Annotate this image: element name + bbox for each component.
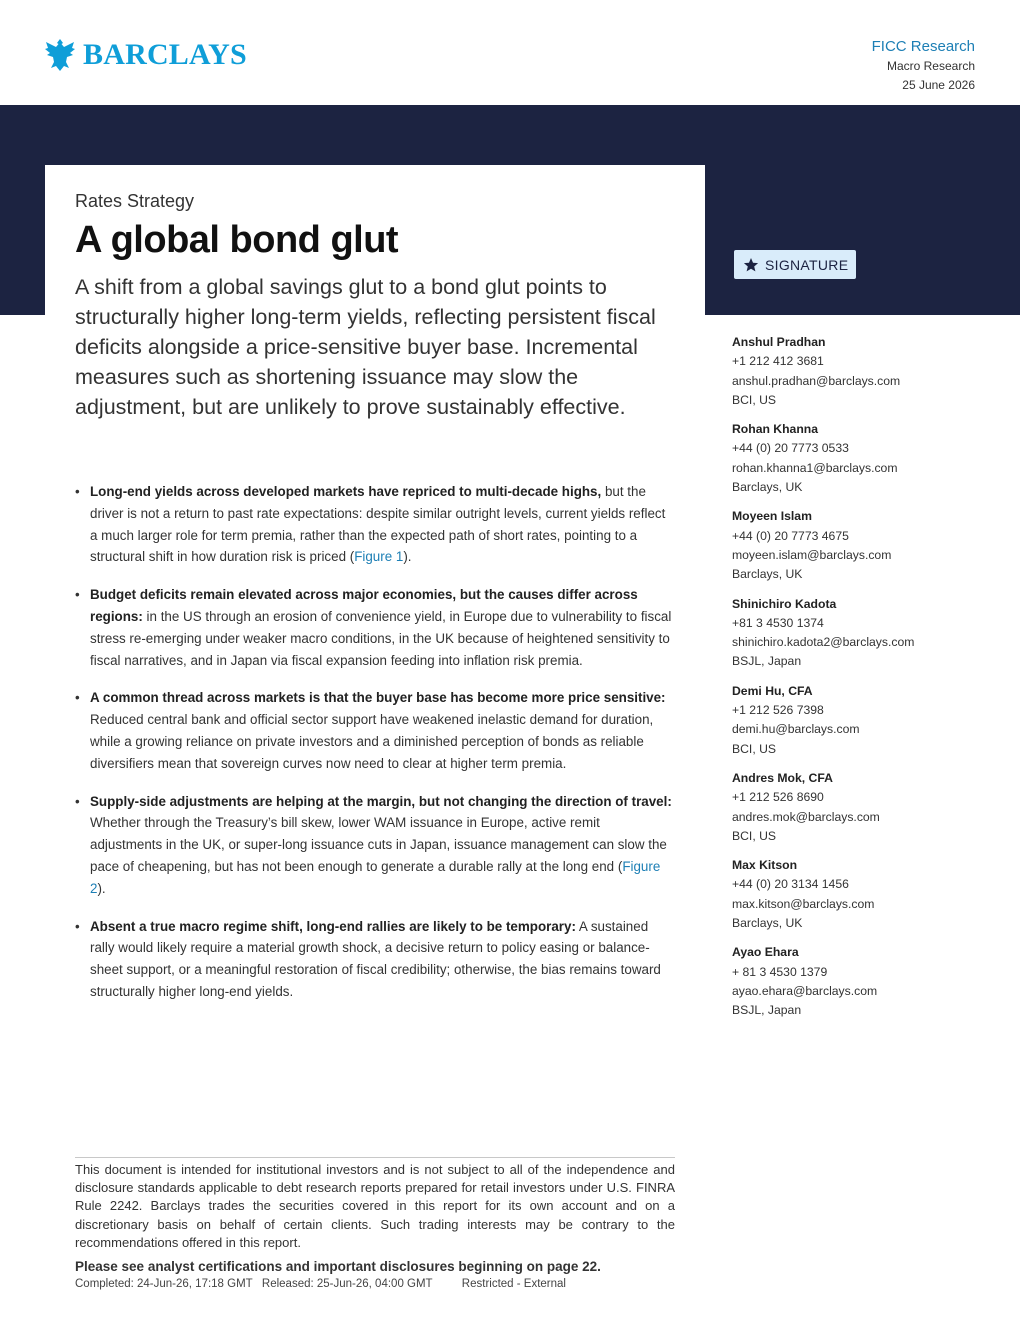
analyst-name: Shinichiro Kadota — [732, 596, 837, 611]
analyst-name: Andres Mok, CFA — [732, 770, 833, 785]
key-point-tail: ). — [97, 880, 106, 896]
signature-badge — [734, 250, 856, 279]
analyst-entity: Barclays, UK — [732, 567, 803, 582]
classification-label: Restricted - External — [461, 1278, 566, 1290]
key-point — [75, 791, 675, 900]
analyst-entity: BCI, US — [732, 828, 777, 843]
key-point-lead: Budget deficits remain elevated across major economies, but the causes differ across regions: — [90, 587, 638, 624]
key-point — [75, 687, 675, 774]
analyst-card — [732, 507, 992, 584]
key-point-lead: Absent a true macro regime shift, long-end rallies are likely to be temporary: — [90, 918, 576, 934]
bullet-dot: • — [75, 484, 80, 499]
analyst-email[interactable]: ayao.ehara@barclays.com — [732, 983, 878, 998]
analyst-card — [732, 682, 992, 759]
key-points — [75, 481, 675, 1019]
disclaimer-divider — [75, 1157, 675, 1158]
key-point — [75, 916, 675, 1003]
analyst-email[interactable]: demi.hu@barclays.com — [732, 722, 860, 737]
analyst-email[interactable]: shinichiro.kadota2@barclays.com — [732, 635, 915, 650]
analyst-card — [732, 595, 992, 672]
analyst-phone: +44 (0) 20 7773 4675 — [732, 528, 849, 543]
analyst-name: Rohan Khanna — [732, 422, 818, 437]
analyst-email[interactable]: andres.mok@barclays.com — [732, 809, 880, 824]
star-icon — [743, 257, 759, 273]
bullet-dot: • — [75, 918, 80, 934]
key-point-text: A sustained rally would likely require a material growth shock, a decisive return to policy easing or balance-sheet support, or a meaningful restoration of fiscal credibility; otherwise, the bias remains toward structurally higher long-end yields. — [90, 918, 661, 999]
eagle-icon — [44, 38, 76, 72]
analyst-name: Moyeen Islam — [732, 509, 812, 524]
analyst-name: Max Kitson — [732, 858, 798, 873]
key-point — [75, 584, 675, 671]
key-point-tail: ). — [403, 549, 412, 565]
analyst-entity: BCI, US — [732, 741, 777, 756]
analyst-phone: +1 212 526 7398 — [732, 703, 824, 718]
key-point-text: Reduced central bank and official sector support have weakened inelastic demand for duration, while a growing reliance on private investors and a diminished perception of bonds as reliable diversifiers mean that sovereign curves now need to clear at higher term premia. — [90, 712, 654, 771]
analyst-phone: +44 (0) 20 3134 1456 — [732, 877, 849, 892]
analyst-card — [732, 420, 992, 497]
analyst-name: Ayao Ehara — [732, 945, 799, 960]
footer-meta — [75, 1276, 572, 1293]
key-point-lead: Supply-side adjustments are helping at the margin, but not changing the direction of travel: — [90, 793, 672, 809]
analyst-email[interactable]: anshul.pradhan@barclays.com — [732, 373, 901, 388]
unit-label: Macro Research — [886, 59, 975, 73]
figure-1-link[interactable]: Figure 1 — [354, 549, 404, 565]
analyst-phone: +44 (0) 20 7773 0533 — [732, 441, 849, 456]
key-point-lead: Long-end yields across developed markets have repriced to multi-decade highs, — [90, 484, 602, 499]
analyst-email[interactable]: max.kitson@barclays.com — [732, 896, 875, 911]
bullet-dot: • — [75, 587, 80, 603]
analyst-name: Anshul Pradhan — [732, 335, 826, 349]
analyst-phone: +1 212 526 8690 — [732, 790, 824, 805]
analyst-card — [732, 943, 992, 1020]
section-label: Rates Strategy — [75, 191, 195, 211]
figure-2-link[interactable]: Figure 2 — [90, 858, 661, 896]
analyst-entity: BSJL, Japan — [732, 654, 802, 669]
bullet-dot: • — [75, 793, 80, 809]
key-point-lead: A common thread across markets is that the buyer base has become more price sensitive: — [90, 690, 666, 706]
bullet-dot: • — [75, 690, 80, 706]
analyst-card — [732, 856, 992, 933]
analyst-entity: Barclays, UK — [732, 480, 803, 495]
page-subtitle: A shift from a global savings glut to a bond glut points to structurally higher long-term yields, reflecting persistent fiscal deficits alongside a price-sensitive buyer base. Incremental measures such as shortening issuance may slow the adjustment, but are unlikely to prove sustainably effective. — [75, 275, 656, 419]
logo-text: BARCLAYS — [83, 38, 247, 71]
completed-timestamp: Completed: 24-Jun-26, 17:18 GMT — [75, 1278, 253, 1290]
analyst-entity: BSJL, Japan — [732, 1003, 802, 1018]
analyst-card — [732, 333, 992, 410]
key-point — [75, 481, 675, 568]
key-point-text: but the driver is not a return to past rate expectations: despite similar outright levels, current yields reflect a much larger role for term premia, rather than the expected path of short rates, pointing to a structural shift in how duration risk is priced ( — [90, 484, 666, 565]
page-title: A global bond glut — [75, 219, 399, 261]
report-meta — [872, 37, 975, 95]
analyst-email[interactable]: rohan.khanna1@barclays.com — [732, 460, 898, 475]
analyst-card — [732, 769, 992, 846]
analyst-name: Demi Hu, CFA — [732, 683, 813, 698]
analyst-phone: +1 212 412 3681 — [732, 354, 824, 369]
barclays-logo — [44, 38, 247, 72]
key-point-text: in the US through an erosion of convenience yield, in Europe due to vulnerability to fiscal stress re-emerging under weaker macro conditions, in the UK because of heightened sensitivity to fiscal narratives, and in Japan via fiscal expansion feeding into inflation risk premia. — [90, 608, 672, 668]
analyst-email[interactable]: moyeen.islam@barclays.com — [732, 547, 892, 562]
report-date: 25 June 2026 — [902, 78, 975, 92]
badge-label: SIGNATURE — [765, 256, 849, 273]
disclaimer-text: This document is intended for institutional investors and is not subject to all of the independence and disclosure standards applicable to debt research reports prepared for retail investors under U.S. FINRA Rule 2242. Barclays trades the securities covered in this report for its own account and on a discretionary basis on behalf of certain clients. Such trading interests may be contrary to the recommendations offered in this report. — [75, 1162, 675, 1250]
released-timestamp: Released: 25-Jun-26, 04:00 GMT — [261, 1278, 433, 1290]
analyst-phone: +81 3 4530 1374 — [732, 615, 824, 630]
disclosures-note: Please see analyst certifications and important disclosures beginning on page 22. — [75, 1259, 601, 1274]
analyst-phone: + 81 3 4530 1379 — [732, 964, 828, 979]
analyst-entity: BCI, US — [732, 392, 777, 407]
analyst-entity: Barclays, UK — [732, 916, 803, 931]
department-label: FICC Research — [871, 38, 975, 55]
analyst-list — [732, 333, 992, 1031]
key-point-text: Whether through the Treasury’s bill skew, lower WAM issuance in Europe, active remit adjustments in the UK, or super-long issuance cuts in Japan, issuance management can slow the pace of cheapening, but has not been enough to generate a durable rally at the long end ( — [90, 815, 667, 874]
